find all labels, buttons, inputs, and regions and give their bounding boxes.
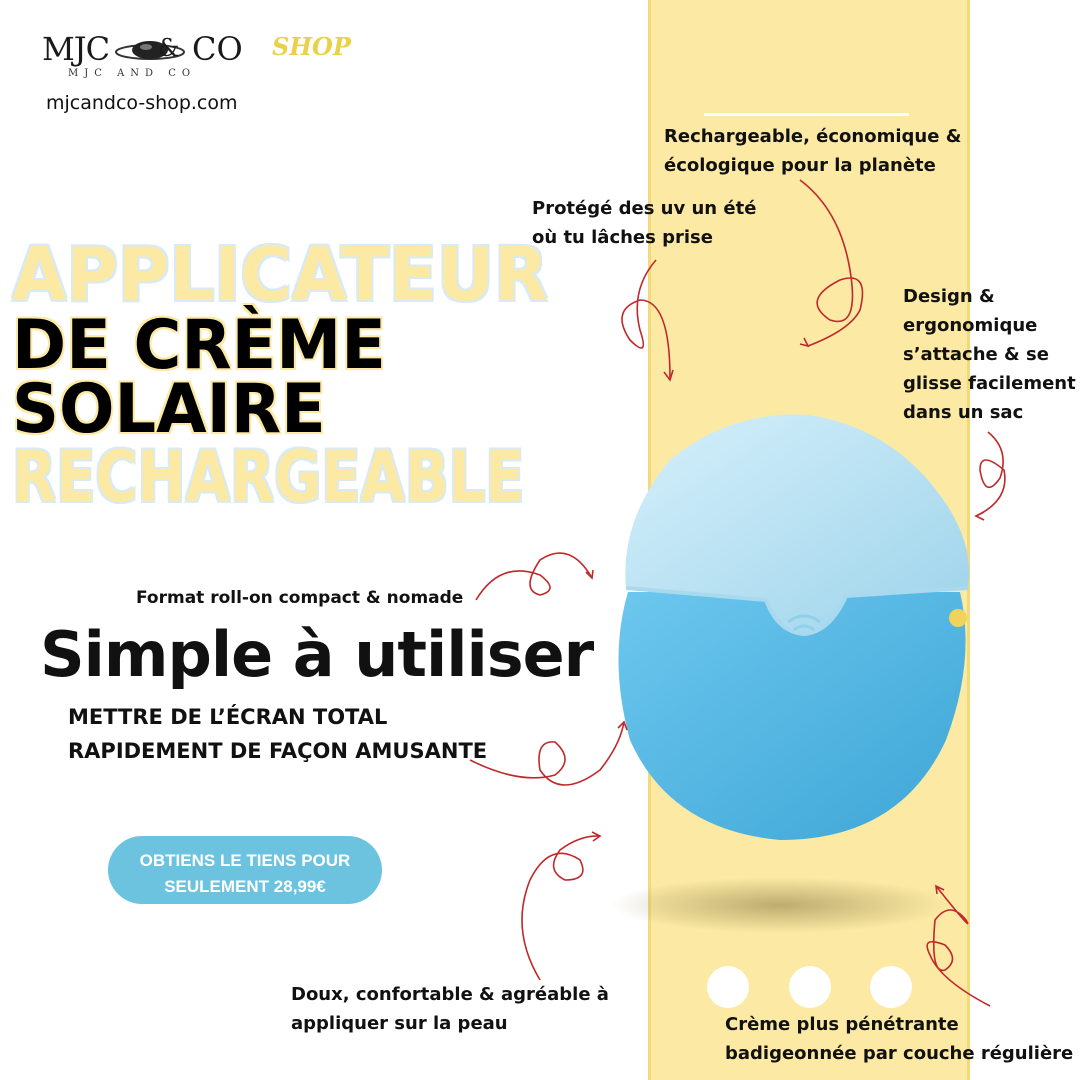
tagline-line-2: RAPIDEMENT DE FAÇON AMUSANTE [68, 739, 488, 763]
logo-mjc: MJC [42, 30, 110, 68]
feature-format: Format roll-on compact & nomade [136, 588, 464, 608]
carousel-dot-3[interactable] [870, 966, 912, 1008]
cta-button[interactable] [108, 836, 382, 904]
main-headline: Simple à utiliser [40, 618, 594, 691]
feature-rechargeable: Rechargeable, économique & écologique pour la planète [664, 126, 962, 176]
logo-co: CO [192, 30, 243, 68]
curly-arrow-icon [800, 180, 863, 346]
headline-line-4: RECHARGEABLE [12, 436, 525, 518]
headline-line-2: DE CRÈME [12, 306, 386, 385]
headline-line-3: SOLAIRE [12, 370, 326, 449]
tagline [68, 700, 487, 768]
curly-arrow-icon [622, 260, 670, 378]
feature-creme: Crème plus pénétrante badigeonnée par couche régulière [725, 1014, 1074, 1064]
tagline-line-1: METTRE DE L’ÉCRAN TOTAL [68, 705, 388, 729]
curly-arrow-icon [522, 836, 600, 980]
logo-ampersand: & [158, 34, 180, 62]
carousel-dot-2[interactable] [789, 966, 831, 1008]
feature-uv: Protégé des uv un été où tu lâches prise [532, 198, 757, 248]
cta-line-1: OBTIENS LE TIENS POUR [139, 850, 351, 870]
logo-shop: SHOP [272, 32, 351, 61]
logo-subtitle: MJC AND CO [68, 68, 197, 79]
feature-doux: Doux, confortable & agréable à appliquer sur la peau [291, 984, 609, 1034]
curly-arrow-icon [470, 722, 624, 785]
curly-arrow-icon [976, 432, 1005, 516]
website-url[interactable]: mjcandco-shop.com [46, 92, 238, 114]
curly-arrow-icon [927, 886, 990, 1006]
curly-arrow-icon [476, 553, 592, 600]
cta-line-2: SEULEMENT 28,99€ [164, 876, 326, 896]
carousel-dot-1[interactable] [707, 966, 749, 1008]
feature-design: Design & ergonomique s’attache & se glisse facilement dans un sac [903, 286, 1076, 423]
headline-line-1: APPLICATEUR [12, 232, 549, 318]
